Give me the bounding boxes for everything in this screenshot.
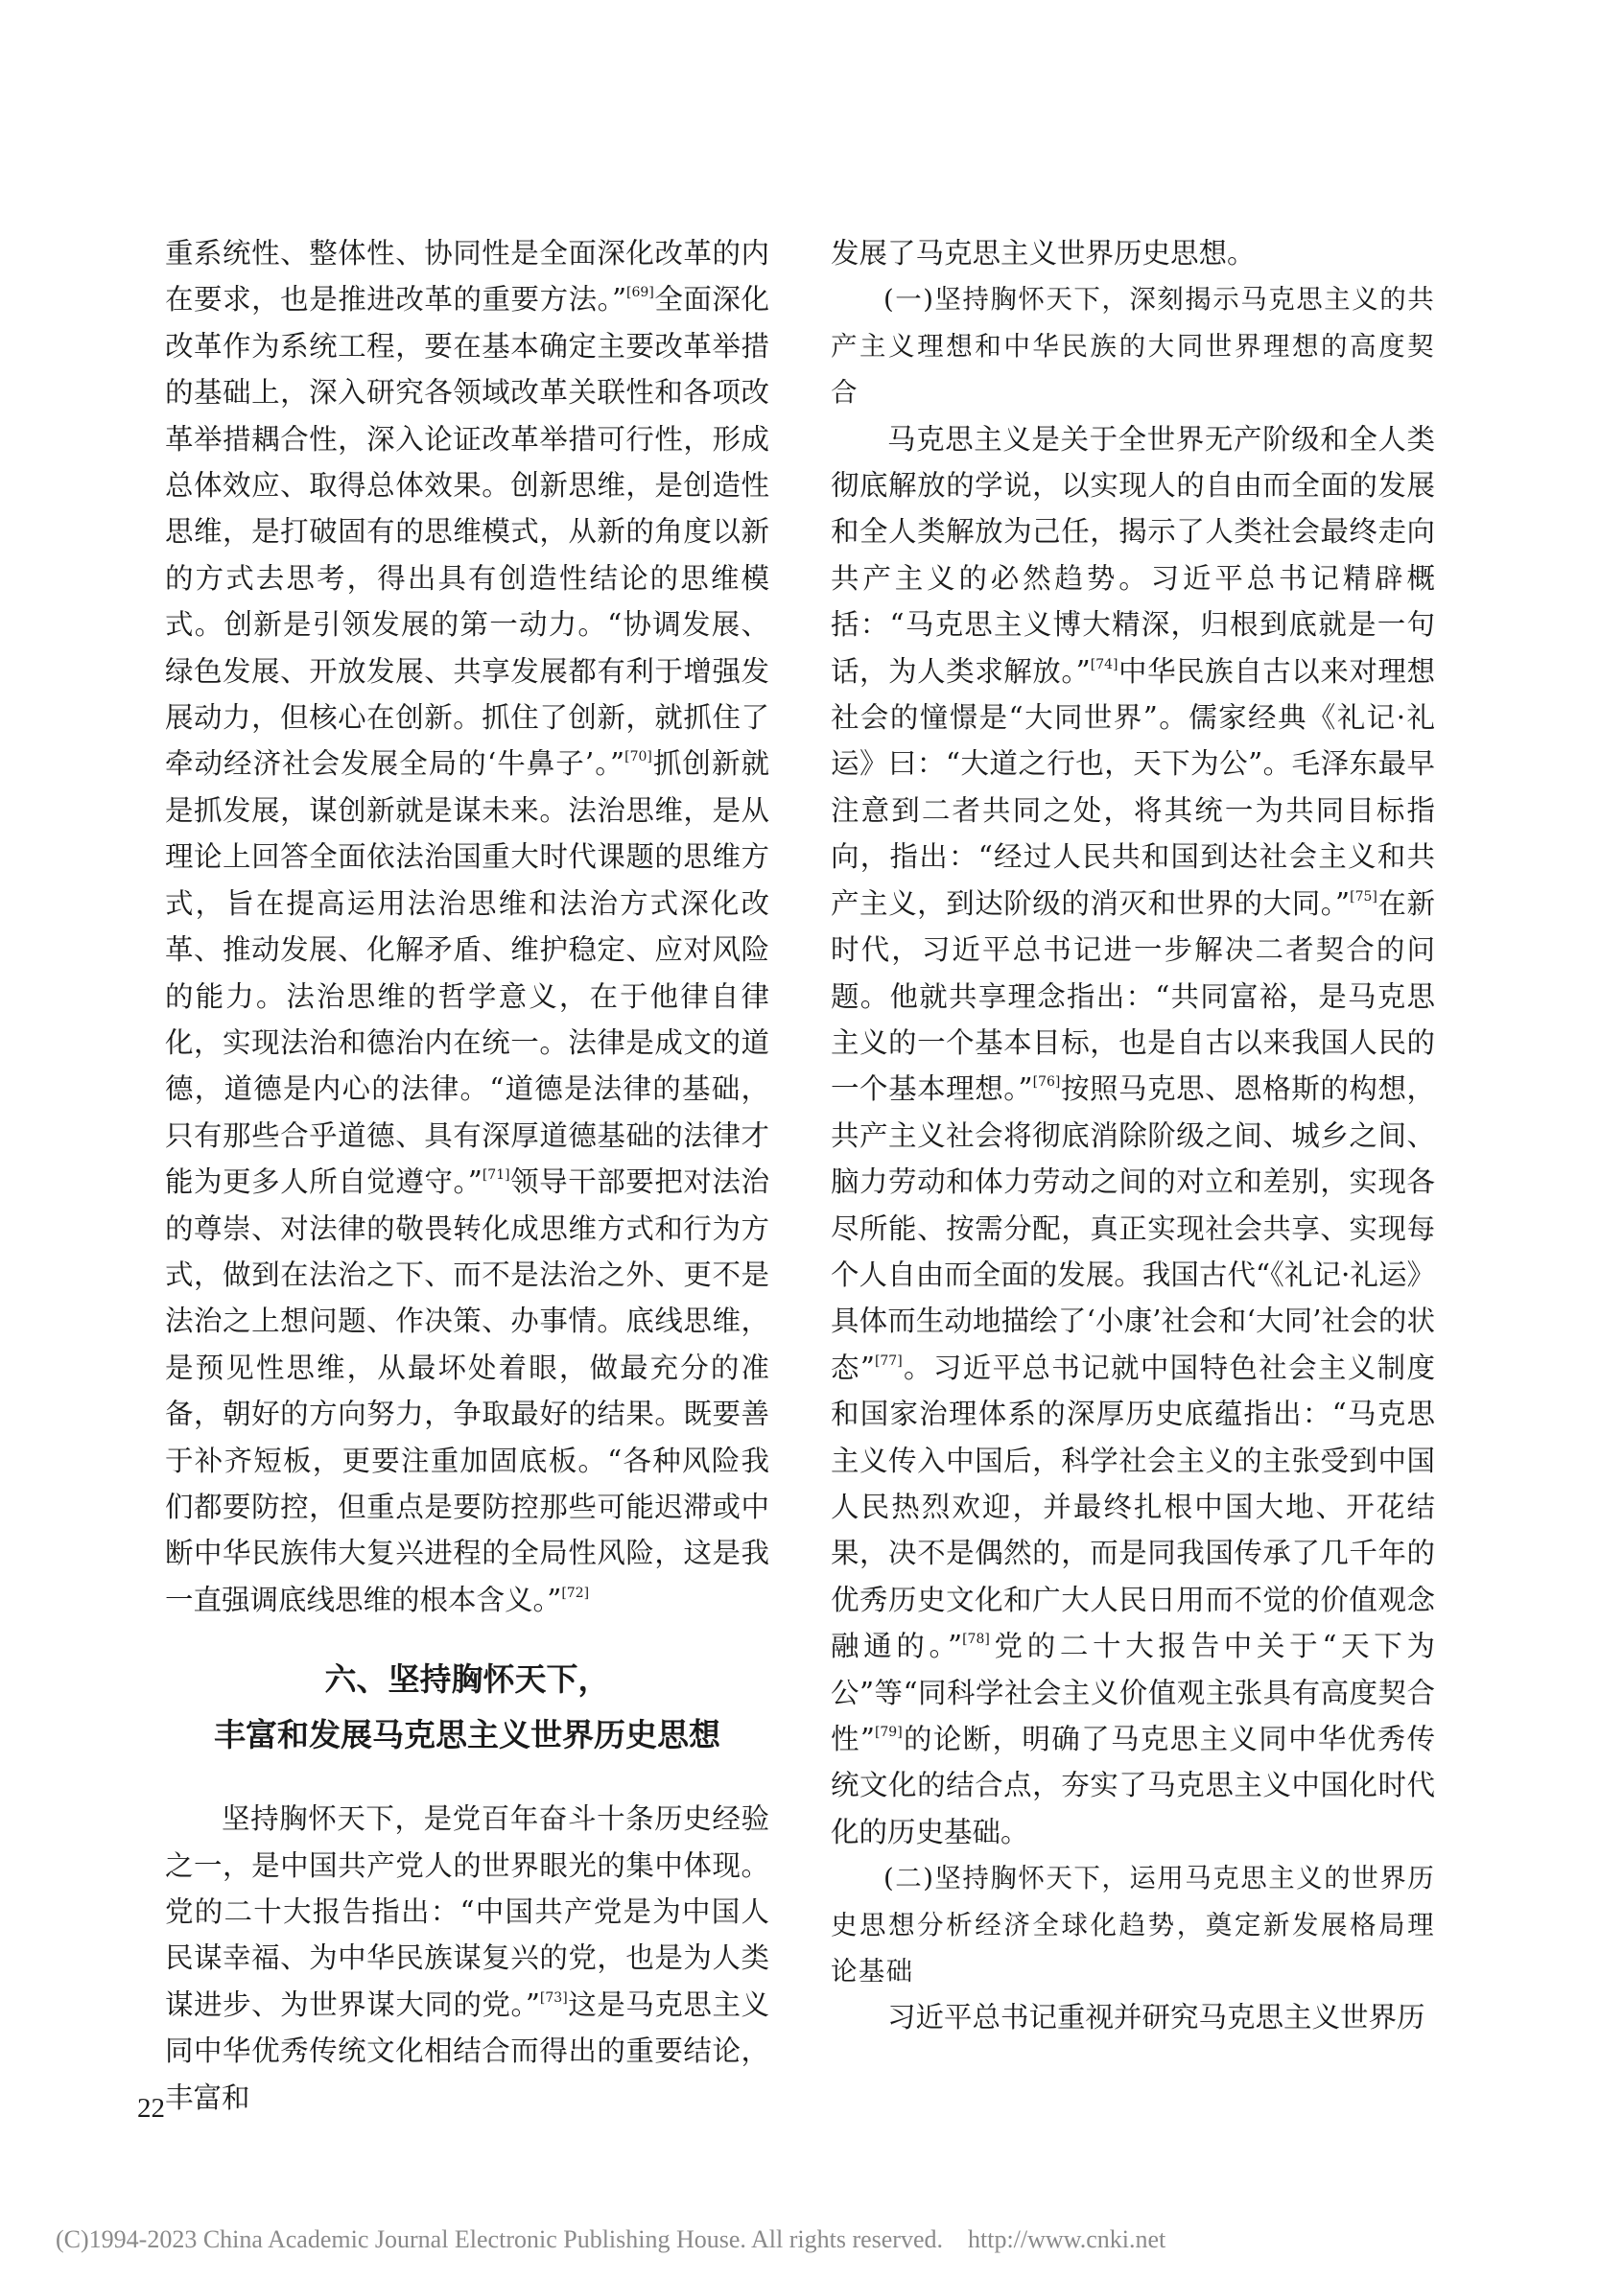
body-paragraph: 发展了马克思主义世界历史思想。 <box>831 237 1256 270</box>
citation-marker: [78] <box>962 1632 990 1648</box>
copyright-footer: (C)1994-2023 China Academic Journal Electronic Publishing House. All rights reserved. http://www.cnki.net <box>56 2225 1166 2253</box>
subsection-heading: (一)坚持胸怀天下，深刻揭示马克思主义的共产主义理想和中华民族的大同世界理想的高度契合 <box>831 284 1435 409</box>
subsection-heading: (二)坚持胸怀天下，运用马克思主义的世界历史思想分析经济全球化趋势，奠定新发展格局理论基础 <box>831 1863 1435 1987</box>
right-column <box>831 230 1435 2041</box>
citation-marker: [69] <box>626 285 654 301</box>
body-paragraph: 习近平总书记重视并研究马克思主义世界历 <box>887 2001 1425 2034</box>
citation-marker: [72] <box>561 1585 590 1601</box>
body-paragraph: 马克思主义是关于全世界无产阶级和全人类彻底解放的学说，以实现人的自由而全面的发展和全人类解放为己任，揭示了人类社会最终走向共产主义的必然趋势。习近平总书记精辟概括：“马克思主义博大精深，归根到底就是一句话，为人类求解放。”[74]中华民族自古以来对理想社会的憧憬是“大同世界”。儒家经典《礼记·礼运》曰：“大道之行也，天下为公”。毛泽东最早注意到二者共同之处，将其统一为共同目标指向，指出：“经过人民共和国到达社会主义和共产主义，到达阶级的消灭和世界的大同。”[75]在新时代，习近平总书记进一步解决二者契合的问题。他就共享理念指出：“共同富裕，是马克思主义的一个基本目标，也是自古以来我国人民的一个基本理想。”[76]按照马克思、恩格斯的构想，共产主义社会将彻底消除阶级之间、城乡之间、脑力劳动和体力劳动之间的对立和差别，实现各尽所能、按需分配，真正实现社会共享、实现每个人自由而全面的发展。我国古代“《礼记·礼运》具体而生动地描绘了‘小康’社会和‘大同’社会的状态”[77]。习近平总书记就中国特色社会主义制度和国家治理体系的深厚历史底蕴指出：“马克思主义传入中国后，科学社会主义的主张受到中国人民热烈欢迎，并最终扎根中国大地、开花结果，决不是偶然的，而是同我国传承了几千年的优秀历史文化和广大人民日用而不觉的价值观念融通的。”[78]党的二十大报告中关于“天下为公”等“同科学社会主义价值观主张具有高度契合性”[79]的论断，明确了马克思主义同中华优秀传统文化的结合点，夯实了马克思主义中国化时代化的历史基础。 <box>831 422 1435 1848</box>
page-number: 22 <box>137 2093 165 2124</box>
section-heading-line-2: 丰富和发展马克思主义世界历史思想 <box>214 1716 720 1754</box>
left-column <box>165 230 769 2121</box>
body-paragraph: 重系统性、整体性、协同性是全面深化改革的内在要求，也是推进改革的重要方法。”[69]全面深化改革作为系统工程，要在基本确定主要改革举措的基础上，深入研究各领域改革关联性和各项改革举措耦合性，深入论证改革举措可行性，形成总体效应、取得总体效果。创新思维，是创造性思维，是打破固有的思维模式，从新的角度以新的方式去思考，得出具有创造性结论的思维模式。创新是引领发展的第一动力。“协调发展、绿色发展、开放发展、共享发展都有利于增强发展动力，但核心在创新。抓住了创新，就抓住了牵动经济社会发展全局的‘牛鼻子’。”[70]抓创新就是抓发展，谋创新就是谋未来。法治思维，是从理论上回答全面依法治国重大时代课题的思维方式，旨在提高运用法治思维和法治方式深化改革、推动发展、化解矛盾、维护稳定、应对风险的能力。法治思维的哲学意义，在于他律自律化，实现法治和德治内在统一。法律是成文的道德，道德是内心的法律。“道德是法律的基础，只有那些合乎道德、具有深厚道德基础的法律才能为更多人所自觉遵守。”[71]领导干部要把对法治的尊崇、对法律的敬畏转化成思维方式和行为方式，做到在法治之下、而不是法治之外、更不是法治之上想问题、作决策、办事情。底线思维，是预见性思维，从最坏处着眼，做最充分的准备，朝好的方向努力，争取最好的结果。既要善于补齐短板，更要注重加固底板。“各种风险我们都要防控，但重点是要防控那些可能迟滞或中断中华民族伟大复兴进程的全局性风险，这是我一直强调底线思维的根本含义。”[72] <box>165 237 769 1616</box>
citation-marker: [70] <box>624 749 652 765</box>
section-heading-line-1: 六、坚持胸怀天下， <box>324 1660 610 1699</box>
citation-marker: [73] <box>539 1989 568 2006</box>
body-paragraph: 坚持胸怀天下，是党百年奋斗十条历史经验之一，是中国共产党人的世界眼光的集中体现。党的二十大报告指出：“中国共产党是为中国人民谋幸福、为中华民族谋复兴的党，也是为人类谋进步、为世界谋大同的党。”[73]这是马克思主义同中华优秀传统文化相结合而得出的重要结论，丰富和 <box>165 1802 769 2114</box>
citation-marker: [74] <box>1090 656 1118 672</box>
citation-marker: [75] <box>1350 888 1377 905</box>
citation-marker: [71] <box>482 1167 510 1184</box>
section-heading <box>165 1652 769 1763</box>
citation-marker: [76] <box>1032 1074 1061 1091</box>
citation-marker: [77] <box>874 1352 903 1369</box>
citation-marker: [79] <box>874 1725 903 1740</box>
